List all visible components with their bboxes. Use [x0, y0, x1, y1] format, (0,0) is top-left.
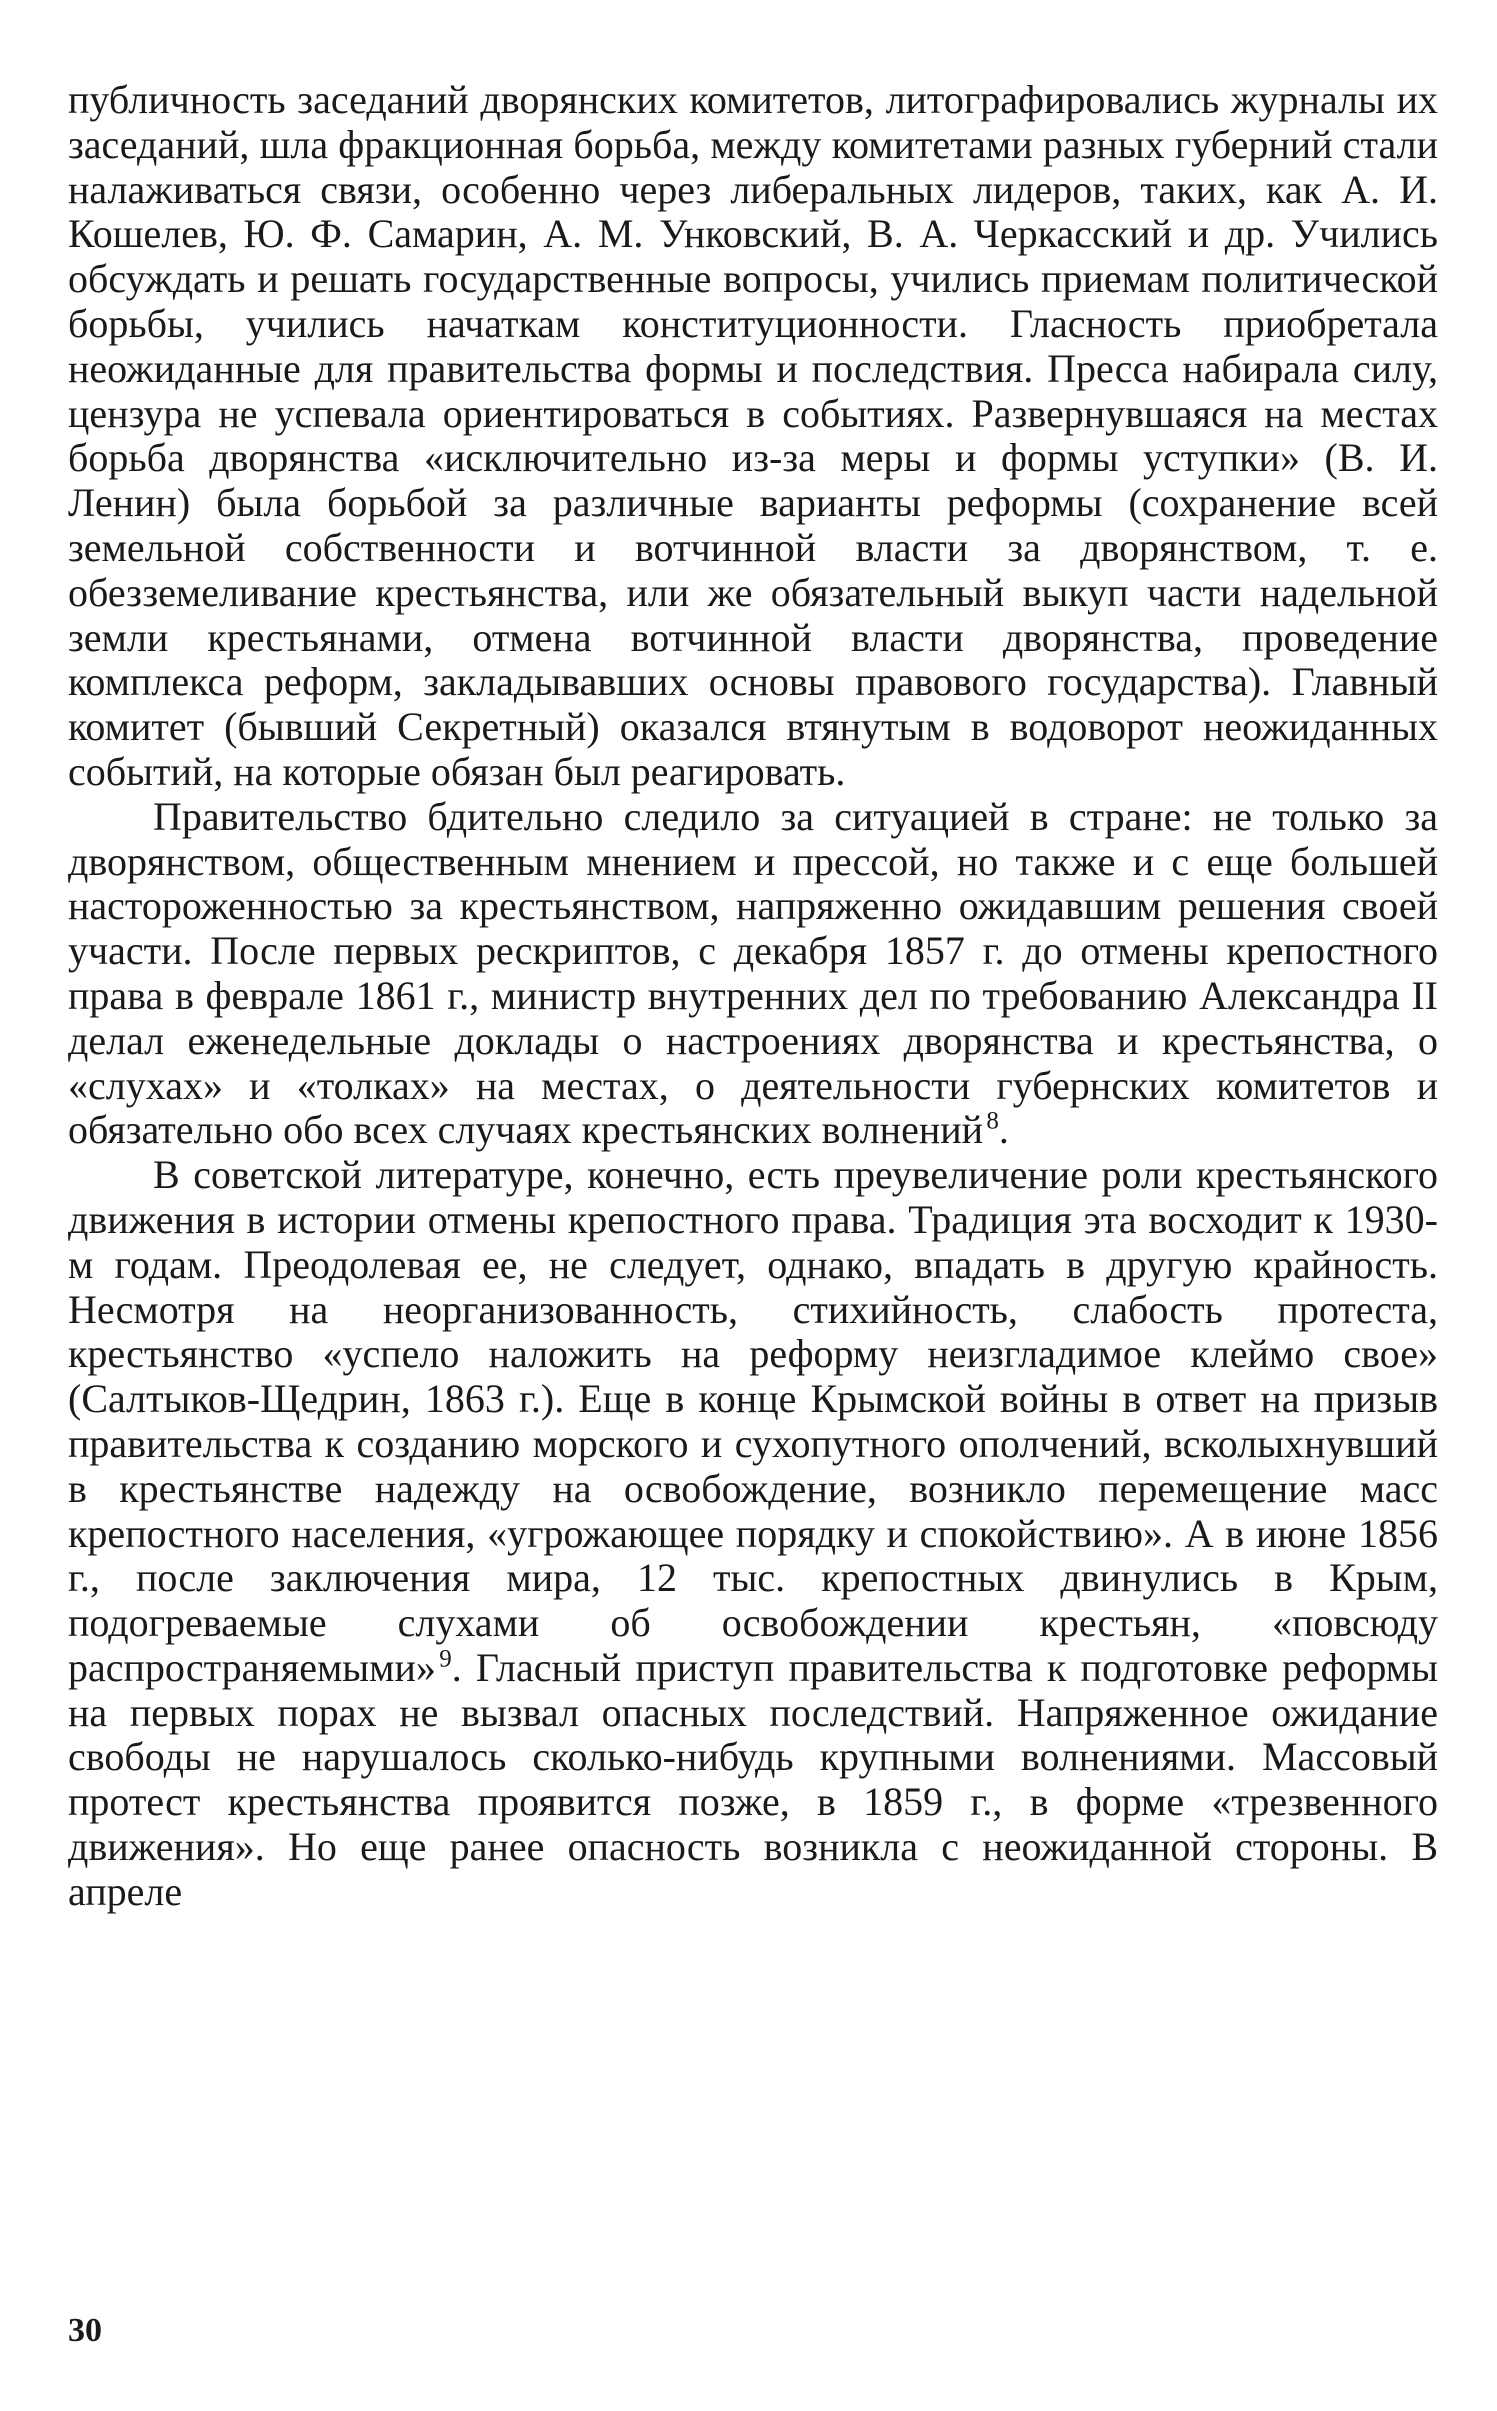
- paragraph-1: [68, 78, 1438, 795]
- footnote-ref-8: 8: [986, 1108, 999, 1135]
- paragraph-1-text: публичность заседаний дворянских комитетов, литографировались журналы их заседаний, шла фракционная борьба, между комитетами разных губерний стали налаживаться связи, особенно через либеральных лидеров, таких, как А. И. Кошелев, Ю. Ф. Самарин, А. М. Унковский, В. А. Черкасский и др. Учились обсуждать и решать государственные вопросы, учились приемам политической борьбы, учились начаткам конституционности. Гласность приобретала неожиданные для правительства формы и последствия. Пресса набирала силу, цензура не успевала ориентироваться в событиях. Развернувшаяся на местах борьба дворянства «исключительно из-за меры и формы уступки» (В. И. Ленин) была борьбой за различные варианты реформы (сохранение всей земельной собственности и вотчинной власти за дворянством, т. е. обезземеливание крестьянства, или же обязательный выкуп части надельной земли крестьянами, отмена вотчинной власти дворянства, проведение комплекса реформ, закладывавших основы правового государства). Главный комитет (бывший Секретный) оказался втянутым в водоворот неожиданных событий, на которые обязан был реагировать.: [68, 77, 1438, 794]
- footnote-ref-9: 9: [439, 1645, 452, 1673]
- paragraph-3-tail: . Гласный приступ правительства к подготовке реформы на первых порах не вызвал опасных последствий. Напряженное ожидание свободы не нарушалось сколько-нибудь крупными волнениями. Массовый протест крестьянства проявится позже, в 1859 г., в форме «трезвенного движения». Но еще ранее опасность возникла с неожиданной стороны. В апреле: [68, 1644, 1438, 1914]
- paragraph-2-text: Правительство бдительно следило за ситуацией в стране: не только за дворянством, общественным мнением и прессой, но также и с еще большей настороженностью за крестьянством, напряженно ожидавшим решения своей участи. После первых рескриптов, с декабря 1857 г. до отмены крепостного права в феврале 1861 г., министр внутренних дел по требованию Александра II делал еженедельные доклады о настроениях дворянства и крестьянства, о «слухах» и «толках» на местах, о деятельности губернских комитетов и обязательно обо всех случаях крестьянских волнений: [68, 793, 1438, 1153]
- page-body: [68, 78, 1438, 1915]
- paragraph-2: [68, 795, 1438, 1153]
- paragraph-3: [68, 1153, 1438, 1915]
- paragraph-3-text: В советской литературе, конечно, есть преувеличение роли крестьянского движения в истории отмены крепостного права. Традиция эта восходит к 1930-м годам. Преодолевая ее, не следует, однако, впадать в другую крайность. Несмотря на неорганизованность, стихийность, слабость протеста, крестьянство «успело наложить на реформу неизгладимое клеймо свое» (Салтыков-Щедрин, 1863 г.). Еще в конце Крымской войны в ответ на призыв правительства к созданию морского и сухопутного ополчений, всколыхнувший в крестьянстве надежду на освобождение, возникло перемещение масс крепостного населения, «угрожающее порядку и спокойствию». А в июне 1856 г., после заключения мира, 12 тыс. крепостных двинулись в Крым, подогреваемые слухами об освобождении крестьян, «повсюду распространяемыми»: [68, 1152, 1438, 1690]
- page-number: 30: [68, 2312, 102, 2349]
- paragraph-2-tail: .: [998, 1107, 1009, 1153]
